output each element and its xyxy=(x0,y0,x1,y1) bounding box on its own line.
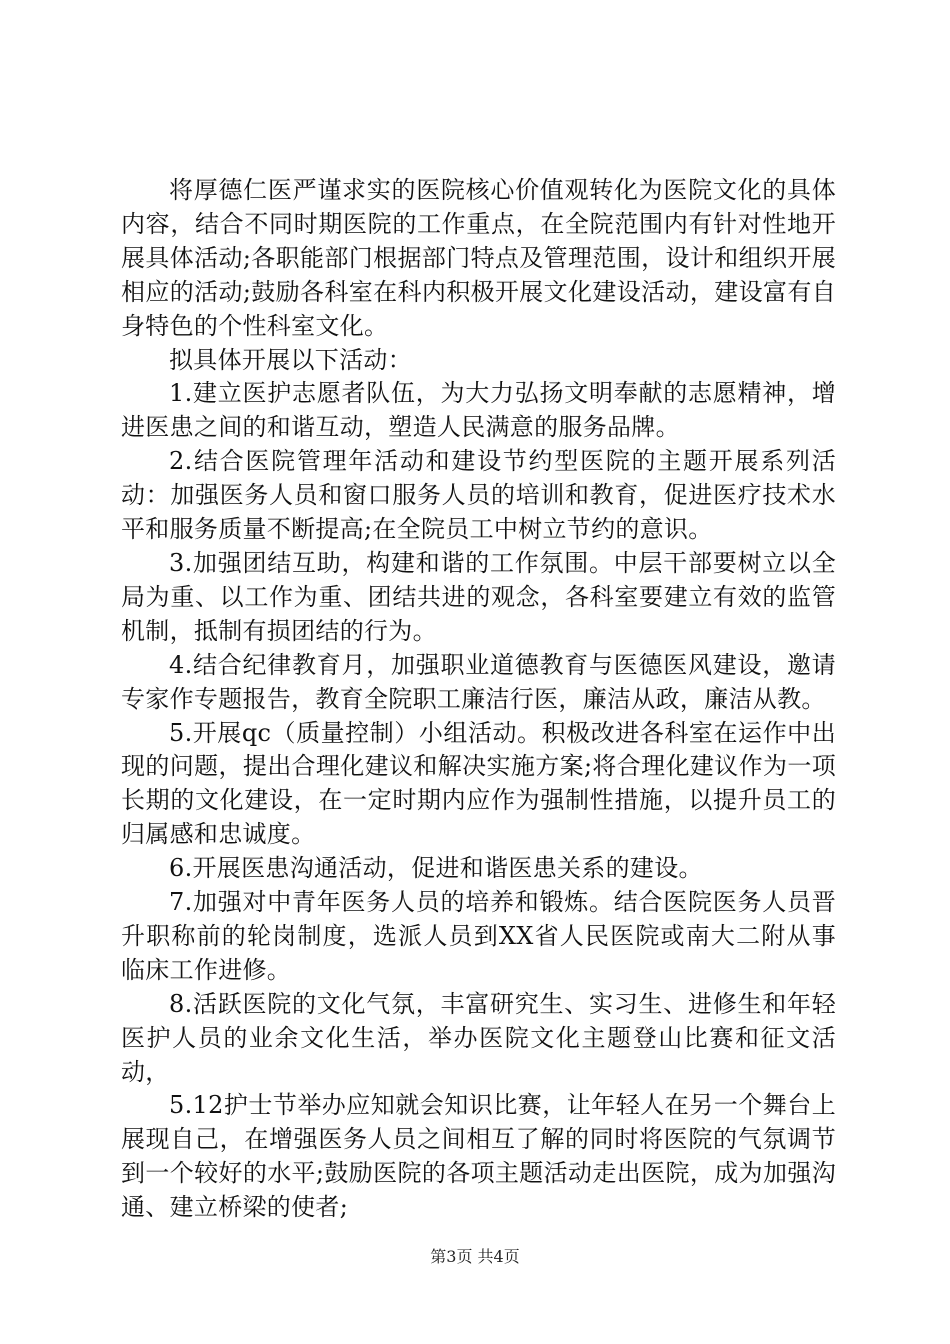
paragraph-activities-heading: 拟具体开展以下活动： xyxy=(169,345,412,374)
paragraph-item-6: 6.开展医患沟通活动，促进和谐医患关系的建设。 xyxy=(169,854,703,883)
document-body xyxy=(121,174,836,1225)
paragraph-item-7: 7.加强对中青年医务人员的培养和锻炼。结合医院医务人员晋升职称前的轮岗制度，选派人员到XX省人民医院或南大二附从事临床工作进修。 xyxy=(121,888,836,984)
paragraph-item-2: 2.结合医院管理年活动和建设节约型医院的主题开展系列活动：加强医务人员和窗口服务人员的培训和教育，促进医疗技术水平和服务质量不断提高;在全院员工中树立节约的意识。 xyxy=(121,447,836,544)
paragraph-item-4: 4.结合纪律教育月，加强职业道德教育与医德医风建设，邀请专家作专题报告，教育全院职工廉洁行医，廉洁从政，廉洁从教。 xyxy=(121,650,836,713)
paragraph-item-8: 8.活跃医院的文化气氛，丰富研究生、实习生、进修生和年轻医护人员的业余文化生活，举办医院文化主题登山比赛和征文活动， xyxy=(121,989,836,1086)
page-footer xyxy=(0,1247,950,1267)
paragraph-item-5: 5.开展qc（质量控制）小组活动。积极改进各科室在运作中出现的问题，提出合理化建议和解决实施方案;将合理化建议作为一项长期的文化建设，在一定时期内应作为强制性措施，以提升员工的归属感和忠诚度。 xyxy=(121,718,836,849)
paragraph-nurses-day: 5.12护士节举办应知就会知识比赛，让年轻人在另一个舞台上展现自己，在增强医务人员之间相互了解的同时将医院的气氛调节到一个较好的水平;鼓励医院的各项主题活动走出医院，成为加强沟通、建立桥梁的使者; xyxy=(121,1091,836,1222)
page-number: 第3页 共4页 xyxy=(430,1247,520,1266)
paragraph-item-3: 3.加强团结互助，构建和谐的工作氛围。中层干部要树立以全局为重、以工作为重、团结共进的观念，各科室要建立有效的监管机制，抵制有损团结的行为。 xyxy=(121,548,836,645)
paragraph-intro: 将厚德仁医严谨求实的医院核心价值观转化为医院文化的具体内容，结合不同时期医院的工作重点，在全院范围内有针对性地开展具体活动;各职能部门根据部门特点及管理范围，设计和组织开展相应的活动;鼓励各科室在科内积极开展文化建设活动，建设富有自身特色的个性科室文化。 xyxy=(121,176,836,340)
paragraph-item-1: 1.建立医护志愿者队伍，为大力弘扬文明奉献的志愿精神，增进医患之间的和谐互动，塑造人民满意的服务品牌。 xyxy=(121,379,836,442)
